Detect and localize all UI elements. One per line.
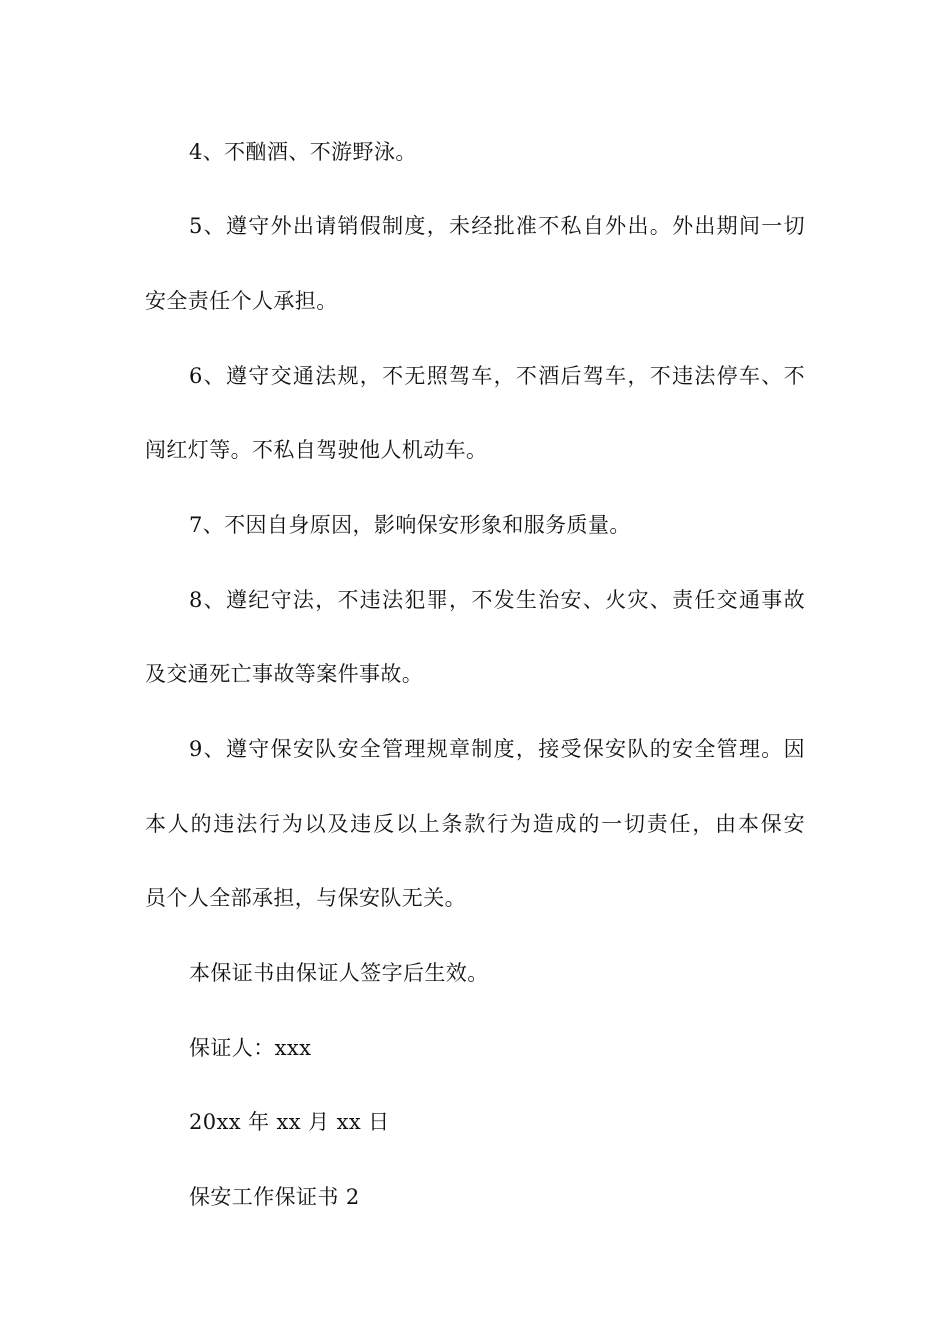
date-line: 20xx 年 xx 月 xx 日 (189, 1110, 390, 1134)
section-heading: 保安工作保证书 2 (189, 1185, 360, 1209)
effective-statement: 本保证书由保证人签字后生效。 (189, 961, 489, 985)
clause-5-line-2: 安全责任个人承担。 (145, 289, 338, 313)
clause-7: 7、不因自身原因，影响保安形象和服务质量。 (189, 513, 631, 537)
clause-9-line-1: 9、遵守保安队安全管理规章制度，接受保安队的安全管理。因 (189, 737, 805, 761)
guarantor-line: 保证人：xxx (189, 1036, 312, 1060)
clause-5-line-1: 5、遵守外出请销假制度，未经批准不私自外出。外出期间一切 (189, 214, 805, 238)
clause-8-line-2: 及交通死亡事故等案件事故。 (145, 662, 424, 686)
clause-6-line-1: 6、遵守交通法规，不无照驾车，不酒后驾车，不违法停车、不 (189, 364, 805, 388)
clause-8-line-1: 8、遵纪守法，不违法犯罪，不发生治安、火灾、责任交通事故 (189, 588, 805, 612)
clause-9-line-3: 员个人全部承担，与保安队无关。 (145, 886, 466, 910)
clause-6-line-2: 闯红灯等。不私自驾驶他人机动车。 (145, 438, 488, 462)
clause-9-line-2: 本人的违法行为以及违反以上条款行为造成的一切责任，由本保安 (145, 812, 805, 836)
clause-4: 4、不酗酒、不游野泳。 (189, 140, 417, 164)
